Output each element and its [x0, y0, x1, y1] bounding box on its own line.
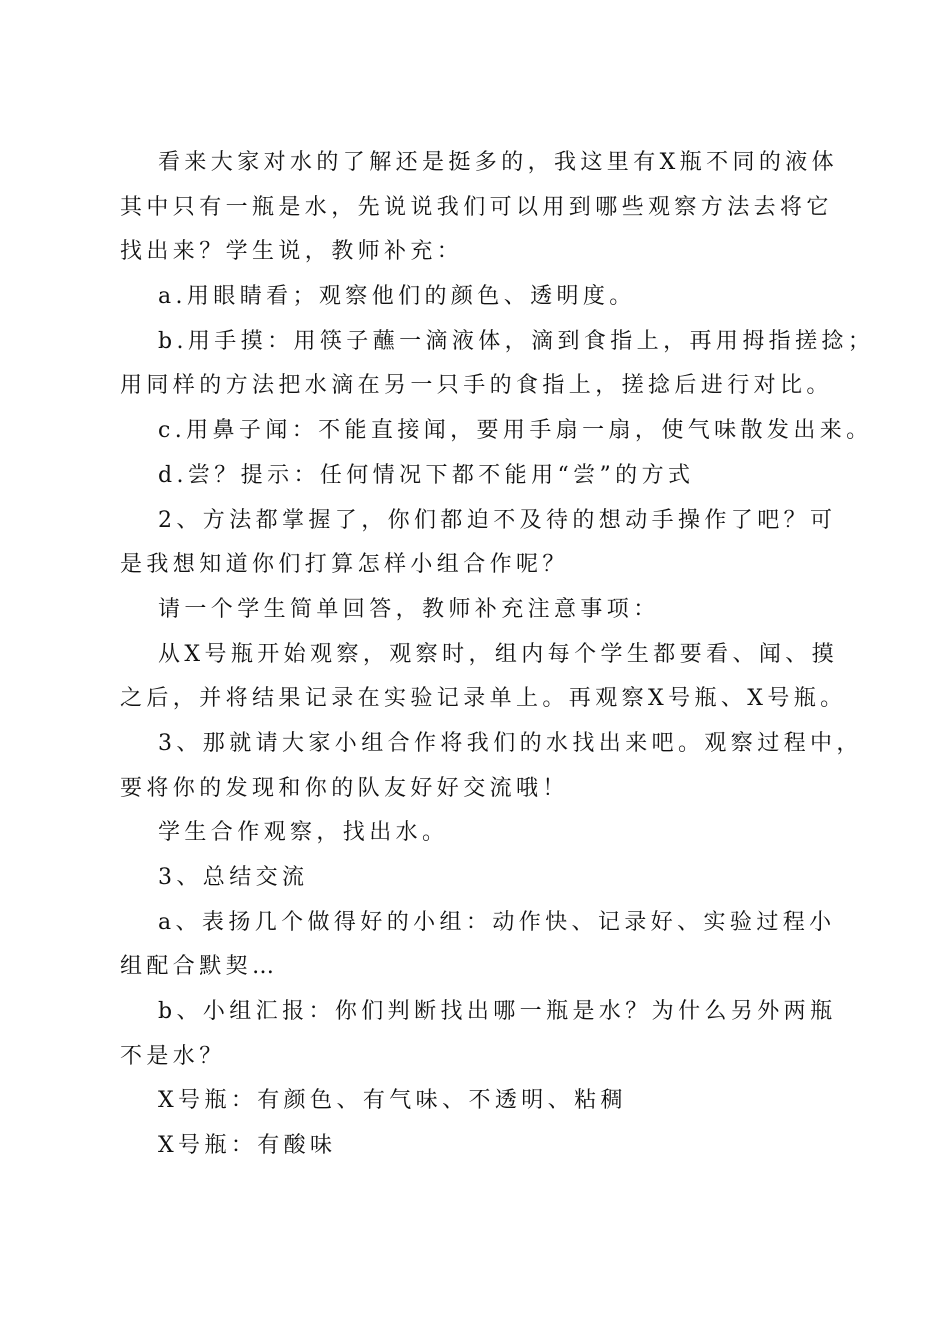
text-line: 用同样的方法把水滴在另一只手的食指上，搓捻后进行对比。 [120, 373, 833, 399]
paragraph [120, 811, 850, 856]
text-line: a、表扬几个做得好的小组：动作快、记录好、实验过程小 [158, 909, 836, 935]
text-line: 是我想知道你们打算怎样小组合作呢？ [120, 552, 569, 578]
text-line: 其中只有一瓶是水，先说说我们可以用到哪些观察方法去将它 [120, 194, 833, 220]
text-line: 从X号瓶开始观察，观察时，组内每个学生都要看、闻、摸 [158, 641, 839, 667]
text-line: 看来大家对水的了解还是挺多的，我这里有X瓶不同的液体 [158, 150, 839, 175]
paragraph [120, 1079, 850, 1124]
text-line: 学生合作观察，找出水。 [158, 820, 449, 846]
text-line: 找出来？学生说，教师补充： [120, 239, 464, 265]
document-page [120, 141, 875, 1169]
text-line: X号瓶：有颜色、有气味、不透明、粘稠 [158, 1088, 627, 1114]
text-line: 3、总结交流 [158, 865, 309, 890]
paragraph [120, 856, 850, 901]
text-line: 组配合默契… [120, 954, 279, 980]
paragraph [120, 141, 850, 275]
text-line: 要将你的发现和你的队友好好交流哦！ [120, 775, 569, 801]
paragraph [120, 275, 850, 320]
paragraph [120, 454, 850, 499]
text-line: 3、那就请大家小组合作将我们的水找出来吧。观察过程中， [158, 730, 863, 756]
paragraph [120, 588, 850, 633]
text-line: 请一个学生简单回答，教师补充注意事项： [158, 596, 660, 622]
paragraph [120, 1124, 850, 1169]
text-line: a.用眼睛看；观察他们的颜色、透明度。 [158, 284, 636, 310]
text-line: 2、方法都掌握了，你们都迫不及待的想动手操作了吧？可 [158, 507, 837, 533]
paragraph [120, 409, 873, 454]
text-line: d.尝？提示：任何情况下都不能用“尝”的方式 [158, 462, 695, 488]
paragraph [120, 320, 875, 409]
paragraph [120, 722, 863, 811]
text-line: b.用手摸：用筷子蘸一滴液体，滴到食指上，再用拇指搓捻； [158, 328, 875, 354]
text-line: X号瓶：有酸味 [158, 1133, 337, 1159]
paragraph [120, 990, 850, 1079]
paragraph [120, 901, 850, 990]
paragraph [120, 633, 850, 722]
text-line: c.用鼻子闻：不能直接闻，要用手扇一扇，使气味散发出来。 [158, 418, 873, 444]
text-line: 之后，并将结果记录在实验记录单上。再观察X号瓶、X号瓶。 [120, 686, 847, 712]
paragraph [120, 499, 850, 588]
text-line: 不是水？ [120, 1043, 226, 1069]
text-line: b、小组汇报：你们判断找出哪一瓶是水？为什么另外两瓶 [158, 999, 837, 1025]
